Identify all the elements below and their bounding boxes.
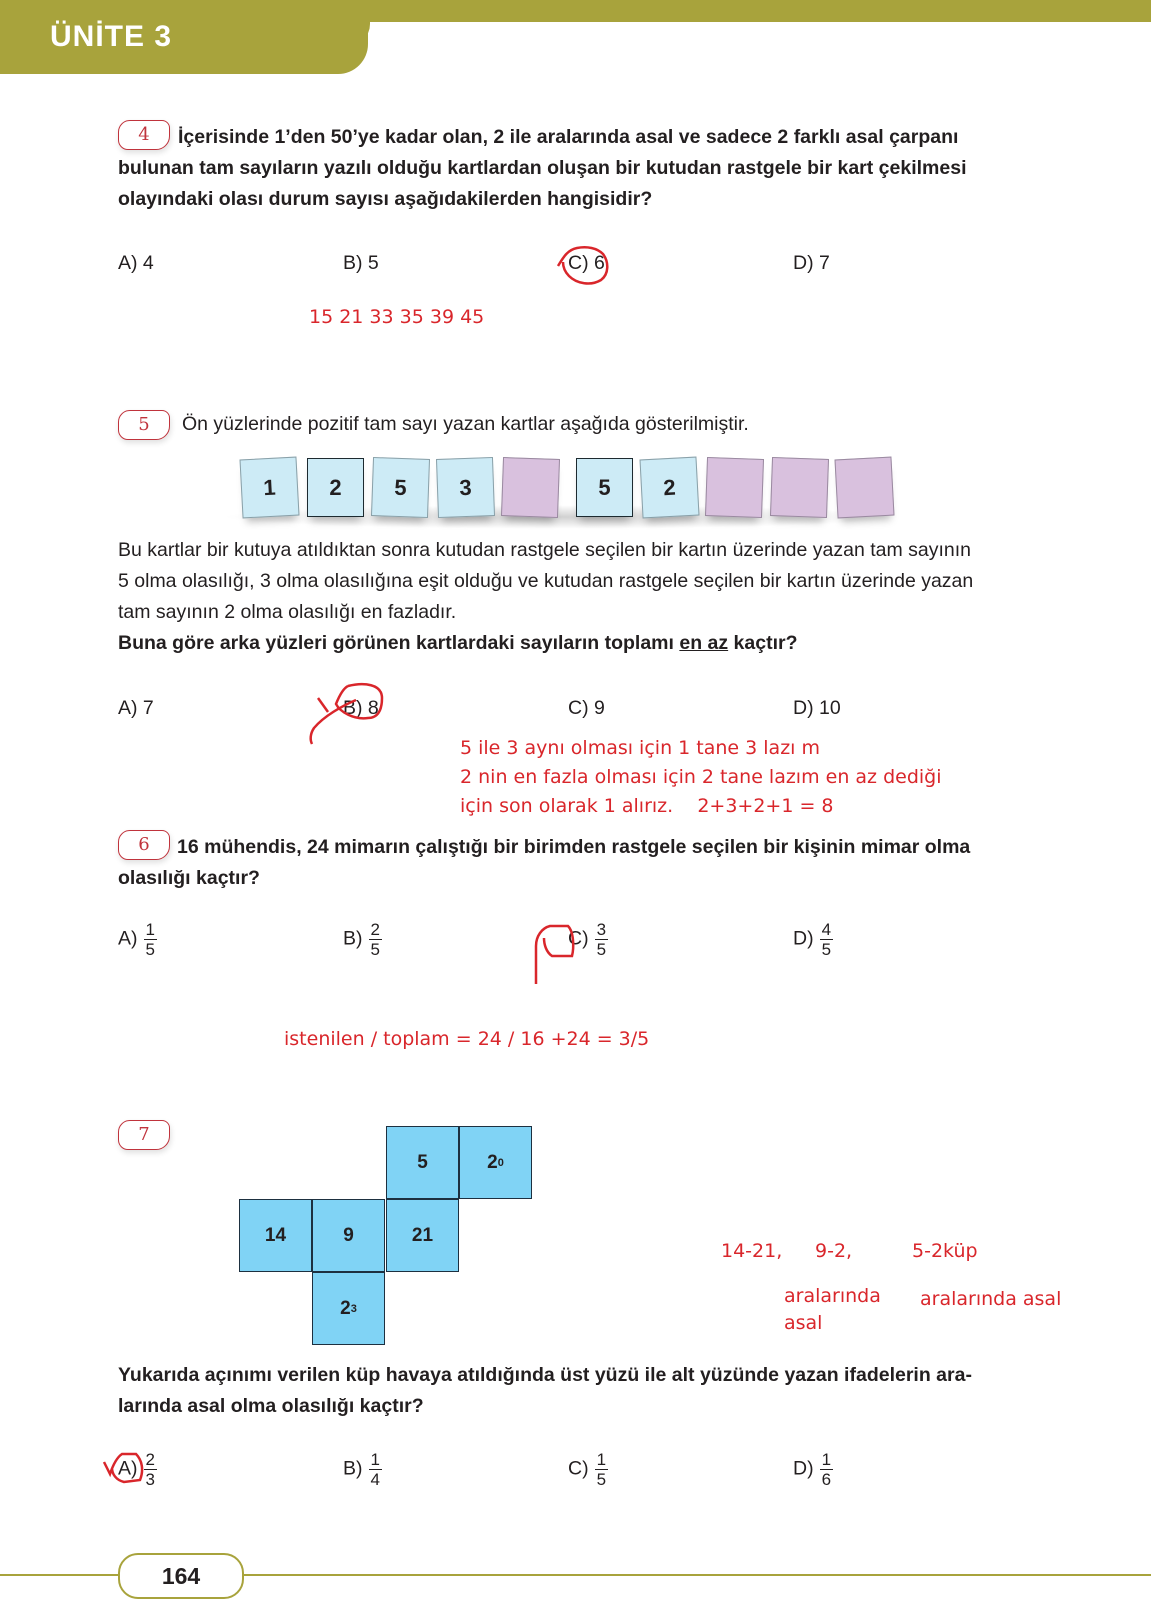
q6-option-d-label: D) (793, 927, 814, 950)
q5-note-line-3: için son olarak 1 alırız. 2+3+2+1 = 8 (460, 795, 834, 817)
q5-question-underlined: en az (679, 632, 729, 654)
unit-title: ÜNİTE 3 (50, 20, 173, 53)
q5-answer-circle-cross-mark (306, 682, 388, 746)
question-number-6: 6 (118, 830, 170, 860)
q4-note: 15 21 33 35 39 45 (309, 306, 485, 328)
q7-text-line-2: larında asal olma olasılığı kaçtır? (118, 1395, 424, 1417)
net-face-bottom: 2 3 (312, 1272, 385, 1345)
q7-option-a-label: A) (118, 1457, 138, 1480)
q4-text-line-1: İçerisinde 1’den 50’ye kadar olan, 2 ile aralarında asal ve sadece 2 farklı asal çarpanı (178, 126, 959, 148)
q5-option-c[interactable]: C) 9 (568, 697, 605, 719)
q6-option-d-fraction: $\frac{4}{5}$ (821, 920, 832, 959)
q7-option-b[interactable] (343, 1451, 382, 1488)
q7-option-c-fraction: $\frac{1}{5}$ (596, 1450, 607, 1489)
q5-question-post: kaçtır? (728, 632, 798, 654)
q7-option-d-fraction: $\frac{1}{6}$ (821, 1450, 832, 1489)
q6-note: istenilen / toplam = 24 / 16 +24 = 3/5 (284, 1028, 650, 1050)
net-face-mid-2: 9 (312, 1199, 385, 1272)
q4-option-b[interactable]: B) 5 (343, 252, 379, 274)
q4-text-line-2: bulunan tam sayıların yazılı olduğu kartlardan oluşan bir kutudan rastgele bir kart çekilmesi (118, 157, 967, 179)
net-face-top-left: 5 (386, 1126, 459, 1199)
q4-text-line-3: olayındaki olası durum sayısı aşağıdakilerden hangisidir? (118, 188, 653, 210)
q6-option-c-label: C) (568, 927, 589, 950)
q6-option-c-fraction: $\frac{3}{5}$ (596, 920, 607, 959)
q4-option-d[interactable]: D) 7 (793, 252, 830, 274)
q5-body-line-3: tam sayının 2 olma olasılığı en fazladır. (118, 601, 457, 623)
q6-text-line-1: 16 mühendis, 24 mimarın çalıştığı bir birimden rastgele seçilen bir kişinin mimar olma (177, 836, 971, 858)
q5-note-line-1: 5 ile 3 aynı olması için 1 tane 3 lazı m (460, 737, 820, 759)
q5-note-line-2: 2 nin en fazla olması için 2 tane lazım en az dediği (460, 766, 942, 788)
net-face-mid-3: 21 (386, 1199, 459, 1272)
q7-option-c[interactable] (568, 1451, 608, 1488)
net-face-mid-1: 14 (239, 1199, 312, 1272)
card-back-3 (770, 457, 829, 518)
q6-answer-circle-mark (532, 922, 582, 986)
q4-option-a[interactable]: A) 4 (118, 252, 154, 274)
q6-option-b[interactable] (343, 921, 382, 958)
page-number: 164 (118, 1553, 244, 1599)
q7-option-c-label: C) (568, 1457, 589, 1480)
card-3: 5 (371, 457, 430, 518)
q7-option-d-label: D) (793, 1457, 814, 1480)
q7-note-rel-1-line-1: aralarında (784, 1285, 881, 1307)
card-6: 5 (576, 458, 633, 517)
q7-answer-circle-mark (100, 1448, 150, 1488)
q5-intro: Ön yüzlerinde pozitif tam sayı yazan kartlar aşağıda gösterilmiştir. (182, 413, 749, 435)
q5-option-b[interactable]: B) 8 (343, 697, 379, 719)
q7-note-pair-2: 9-2, (815, 1240, 853, 1262)
q5-question (118, 628, 798, 659)
q7-option-d[interactable] (793, 1451, 833, 1488)
q7-option-a-fraction: $\frac{2}{3}$ (145, 1450, 155, 1489)
q7-option-b-label: B) (343, 1457, 363, 1480)
q7-note-pair-1: 14-21, (721, 1240, 783, 1262)
q6-option-b-fraction: $\frac{2}{5}$ (370, 920, 380, 959)
q5-option-d[interactable]: D) 10 (793, 697, 841, 719)
q4-option-c[interactable]: C) 6 (568, 252, 605, 274)
card-back-4 (834, 457, 894, 519)
q6-option-a-fraction: $\frac{1}{5}$ (145, 920, 155, 959)
question-number-7: 7 (118, 1120, 170, 1150)
q7-note-rel-1-line-2: asal (784, 1312, 823, 1334)
card-back-2 (705, 457, 764, 518)
q7-text-line-1: Yukarıda açınımı verilen küp havaya atıldığında üst yüzü ile alt yüzünde yazan ifadelerin ara- (118, 1364, 972, 1386)
card-4: 3 (436, 457, 495, 518)
card-2: 2 (307, 458, 364, 517)
card-7: 2 (639, 457, 699, 519)
q6-option-a[interactable] (118, 921, 157, 958)
q6-option-a-label: A) (118, 927, 138, 950)
net-face-top-right: 2 0 (459, 1126, 532, 1199)
q6-option-d[interactable] (793, 921, 833, 958)
question-number-4: 4 (118, 120, 170, 150)
card-back-1 (501, 457, 560, 518)
q5-option-a[interactable]: A) 7 (118, 697, 154, 719)
q4-answer-circle-mark (555, 244, 625, 289)
q7-note-pair-3: 5-2küp (912, 1240, 978, 1262)
q7-option-b-fraction: $\frac{1}{4}$ (370, 1450, 380, 1489)
q5-question-pre: Buna göre arka yüzleri görünen kartlardaki sayıların toplamı (118, 632, 680, 654)
question-number-5: 5 (118, 410, 170, 440)
q5-body-line-1: Bu kartlar bir kutuya atıldıktan sonra kutudan rastgele seçilen bir kartın üzerinde yazan tam sayının (118, 539, 972, 561)
q6-text-line-2: olasılığı kaçtır? (118, 867, 260, 889)
q5-body-line-2: 5 olma olasılığı, 3 olma olasılığına eşit olduğu ve kutudan rastgele seçilen bir kartın üzerinde yazan (118, 570, 974, 592)
card-1: 1 (239, 457, 299, 519)
q7-note-rel-2: aralarında asal (920, 1288, 1062, 1310)
q6-option-b-label: B) (343, 927, 363, 950)
